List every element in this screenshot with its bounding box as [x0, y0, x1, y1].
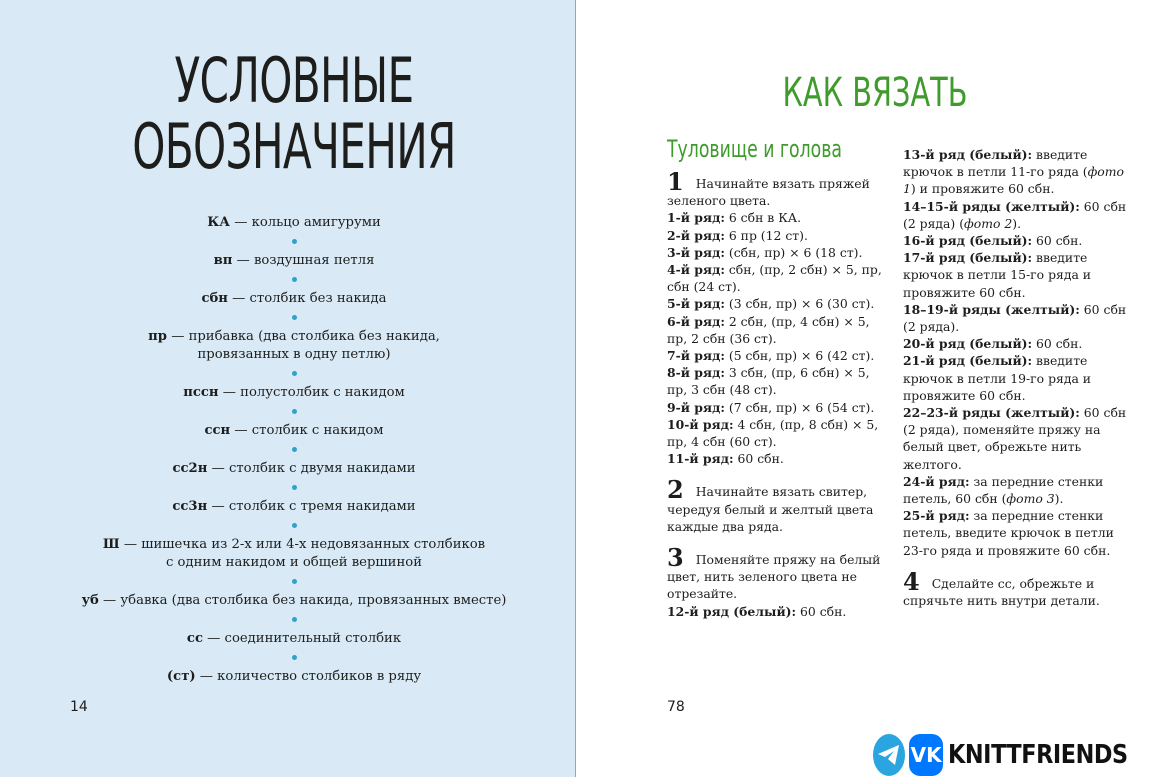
- step-2: 2 Начинайте вязать свитер, чередуя белый и желтый цвета каждые два ряда.: [667, 475, 874, 534]
- separator-dot: [292, 409, 297, 414]
- separator-dot: [292, 485, 297, 490]
- row-instruction: 17-й ряд (белый): введите крючок в петли 15-го ряда и провяжите 60 сбн.: [903, 250, 1092, 300]
- separator-dot: [292, 579, 297, 584]
- row-instruction: 12-й ряд (белый): 60 сбн.: [667, 603, 847, 619]
- title-line-1: УСЛОВНЫЕ: [174, 44, 414, 117]
- instructions-column-1: [667, 167, 892, 620]
- row-instruction: 14–15-й ряды (желтый): 60 сбн (2 ряда) (фото 2).: [903, 198, 1127, 231]
- row-instruction: 10-й ряд: 4 сбн, (пр, 8 сбн) × 5, пр, 4 сбн (60 ст).: [667, 416, 879, 450]
- legend-item: пссн — полустолбик с накидом: [183, 385, 405, 400]
- vk-icon[interactable]: VK: [909, 734, 943, 776]
- row-instruction: 2-й ряд: 6 пр (12 ст).: [667, 227, 808, 243]
- brand-name: KNITTFRIENDS: [948, 740, 1128, 770]
- row-instruction: 20-й ряд (белый): 60 сбн.: [903, 336, 1083, 352]
- instructions-column-2: [903, 146, 1133, 609]
- row-instruction: 22–23-й ряды (желтый): 60 сбн (2 ряда), поменяйте пряжу на белый цвет, обрежьте нить желтого.: [903, 405, 1127, 472]
- step-1: 1 Начинайте вязать пряжей зеленого цвета.: [667, 167, 870, 209]
- legend-item: пр — прибавка (два столбика без накида, провязанных в одну петлю): [148, 329, 440, 362]
- separator-dot: [292, 617, 297, 622]
- abbreviation-legend: [0, 214, 588, 686]
- row-instruction: 1-й ряд: 6 сбн в КА.: [667, 210, 802, 226]
- separator-dot: [292, 239, 297, 244]
- legend-item: Ш — шишечка из 2-х или 4-х недовязанных столбиков с одним накидом и общей вершиной: [102, 537, 486, 570]
- telegram-icon[interactable]: [873, 734, 905, 776]
- row-instruction: 18–19-й ряды (желтый): 60 сбн (2 ряда).: [903, 301, 1127, 335]
- legend-item: уб — убавка (два столбика без накида, провязанных вместе): [81, 593, 507, 608]
- separator-dot: [292, 523, 297, 528]
- section-title: Туловище и голова: [667, 135, 842, 163]
- row-instruction: 13-й ряд (белый): введите крючок в петли 11-го ряда (фото 1) и провяжите 60 сбн.: [903, 147, 1124, 197]
- row-instruction: 11-й ряд: 60 сбн.: [667, 451, 784, 467]
- separator-dot: [292, 315, 297, 320]
- row-instruction: 3-й ряд: (сбн, пр) × 6 (18 ст).: [667, 244, 863, 260]
- step-3: 3 Поменяйте пряжу на белый цвет, нить зеленого цвета не отрезайте.: [667, 543, 881, 602]
- separator-dot: [292, 277, 297, 282]
- page-title: КАК ВЯЗАТЬ: [782, 70, 968, 116]
- legend-item: сс2н — столбик с двумя накидами: [172, 461, 416, 476]
- legend-item: ссн — столбик с накидом: [204, 423, 384, 438]
- row-instruction: 21-й ряд (белый): введите крючок в петли 19-го ряда и провяжите 60 сбн.: [903, 353, 1092, 403]
- page-number-left: 14: [70, 699, 88, 715]
- legend-item: (ст) — количество столбиков в ряду: [166, 669, 422, 684]
- separator-dot: [292, 655, 297, 660]
- separator-dot: [292, 447, 297, 452]
- row-instruction: 9-й ряд: (7 сбн, пр) × 6 (54 ст).: [667, 399, 875, 415]
- row-instruction: 16-й ряд (белый): 60 сбн.: [903, 233, 1083, 249]
- step-4: 4 Сделайте сс, обрежьте и спрячьте нить внутри детали.: [903, 566, 1100, 609]
- row-instruction: 24-й ряд: за передние стенки петель, 60 сбн (фото 3).: [903, 473, 1104, 507]
- legend-item: вп — воздушная петля: [213, 253, 375, 268]
- row-instruction: 8-й ряд: 3 сбн, (пр, 6 сбн) × 5, пр, 3 сбн (48 ст).: [667, 365, 870, 398]
- legend-title: [94, 44, 494, 183]
- row-instruction: 25-й ряд: за передние стенки петель, введите крючок в петли 23-го ряда и провяжите 60 сбн.: [903, 508, 1114, 558]
- row-instruction: 4-й ряд: сбн, (пр, 2 сбн) × 5, пр, сбн (24 ст).: [667, 262, 882, 295]
- legend-item: сбн — столбик без накида: [201, 291, 387, 306]
- row-instruction: 7-й ряд: (5 сбн, пр) × 6 (42 ст).: [667, 348, 875, 364]
- legend-item: сс3н — столбик с тремя накидами: [172, 499, 416, 514]
- legend-item: сс — соединительный столбик: [186, 631, 402, 646]
- separator-dot: [292, 371, 297, 376]
- row-instruction: 6-й ряд: 2 сбн, (пр, 4 сбн) × 5, пр, 2 сбн (36 ст).: [667, 313, 870, 346]
- page-number-right: 78: [667, 699, 685, 715]
- left-page: [0, 0, 576, 777]
- telegram-plane-glyph: [877, 744, 901, 766]
- title-line-2: ОБОЗНАЧЕНИЯ: [132, 110, 456, 183]
- legend-item: КА — кольцо амигуруми: [207, 215, 381, 230]
- brand-watermark: [873, 733, 1157, 777]
- row-instruction: 5-й ряд: (3 сбн, пр) × 6 (30 ст).: [667, 296, 875, 312]
